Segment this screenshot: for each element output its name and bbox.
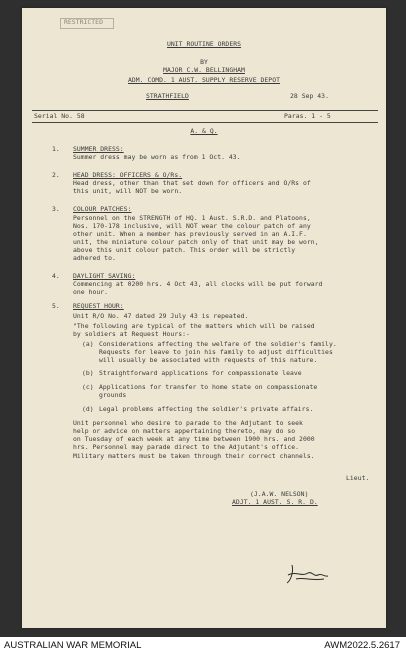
paras-range: Paras. 1 - 5 [284, 112, 331, 120]
subitem-text: Considerations affecting the welfare of the soldier's family. [99, 340, 337, 348]
item-text: Nos. 170-178 inclusive, will NOT wear the colour patch of any [73, 222, 311, 230]
subitem-text: grounds [99, 391, 127, 399]
item-text: this unit, will NOT be worn. [73, 187, 183, 195]
item-text: Summer dress may be worn as from 1 Oct. 43. [73, 153, 241, 161]
subitem-label: (a) [82, 340, 94, 348]
subitem-label: (c) [82, 383, 94, 391]
closing-text: Unit personnel who desire to parade to the Adjutant to seek [73, 419, 303, 427]
footer-bar [0, 637, 406, 653]
item-heading: DAYLIGHT SAVING: [73, 272, 136, 280]
document-page [22, 8, 386, 628]
item-heading: HEAD DRESS: OFFICERS & O/Rs. [73, 171, 183, 179]
subitem-text: Legal problems affecting the soldier's private affairs. [99, 405, 314, 413]
section-heading: A. & Q. [190, 127, 218, 135]
unit-name: ADM. COMD. 1 AUST. SUPPLY RESERVE DEPOT [127, 76, 280, 84]
footer-accession-number: AWM2022.5.2617 [324, 640, 400, 651]
signature-rank: Lieut. [346, 474, 370, 482]
item-number: 2. [52, 171, 60, 179]
stamp-text: RESTRICTED [64, 18, 103, 26]
item-text: by soldiers at Request Hours:- [73, 330, 190, 338]
item-text: "The following are typical of the matters which will be raised [73, 322, 315, 330]
item-heading: REQUEST HOUR: [73, 302, 124, 310]
item-text: above this unit colour patch. This order will be strictly [73, 246, 296, 254]
item-text: Head dress, other than that set down for officers and O/Rs of [73, 179, 311, 187]
item-text: Commencing at 0200 hrs. 4 Oct 43, all clocks will be put forward [73, 280, 323, 288]
item-heading: SUMMER DRESS: [73, 145, 124, 153]
subitem-text: will usually be associated with requests of this nature. [99, 356, 318, 364]
date: 28 Sep 43. [290, 92, 329, 100]
divider [32, 122, 378, 123]
divider [32, 110, 378, 111]
item-number: 5. [52, 302, 60, 310]
item-number: 1. [52, 145, 60, 153]
closing-text: on Tuesday of each week at any time between 1900 hrs. and 2000 [73, 435, 315, 443]
subitem-label: (b) [82, 369, 94, 377]
place: STRATHFIELD [146, 92, 189, 100]
subitem-text: Requests for leave to join his family to adjust difficulties [99, 348, 333, 356]
subitem-label: (d) [82, 405, 94, 413]
signatory-name: (J.A.W. NELSON) [250, 490, 309, 498]
item-number: 4. [52, 272, 60, 280]
closing-text: help or advice on matters appertaining thereto, may do so [73, 427, 296, 435]
subitem-text: Straightforward applications for compassionate leave [99, 369, 302, 377]
subitem-text: Applications for transfer to home state on compassionate [99, 383, 318, 391]
item-number: 3. [52, 205, 60, 213]
by-line: BY [200, 58, 208, 66]
serial-number: Serial No. 58 [34, 112, 85, 120]
item-text: adhered to. [73, 254, 116, 262]
item-heading: COLOUR PATCHES: [73, 205, 132, 213]
signatory-appointment: ADJT. 1 AUST. S. R. D. [232, 498, 318, 506]
item-text: other unit. When a member has previously served in an A.I.F. [73, 230, 307, 238]
handwritten-signature [284, 561, 340, 587]
item-text: Unit R/O No. 47 dated 29 July 43 is repeated. [73, 312, 249, 320]
item-text: one hour. [73, 288, 109, 296]
closing-text: hrs. Personnel may parade direct to the Adjutant's office. [73, 443, 300, 451]
document-title: UNIT ROUTINE ORDERS [166, 40, 242, 48]
officer-name: MAJOR C.W. BELLINGHAM [163, 66, 245, 74]
item-text: unit, the miniature colour patch only of that unit may be worn, [73, 238, 319, 246]
footer-institution: AUSTRALIAN WAR MEMORIAL [4, 640, 142, 651]
item-text: Personnel on the STRENGTH of HQ. 1 Aust. S.R.D. and Platoons, [73, 214, 311, 222]
closing-text: Military matters must be taken through their correct channels. [73, 452, 315, 460]
